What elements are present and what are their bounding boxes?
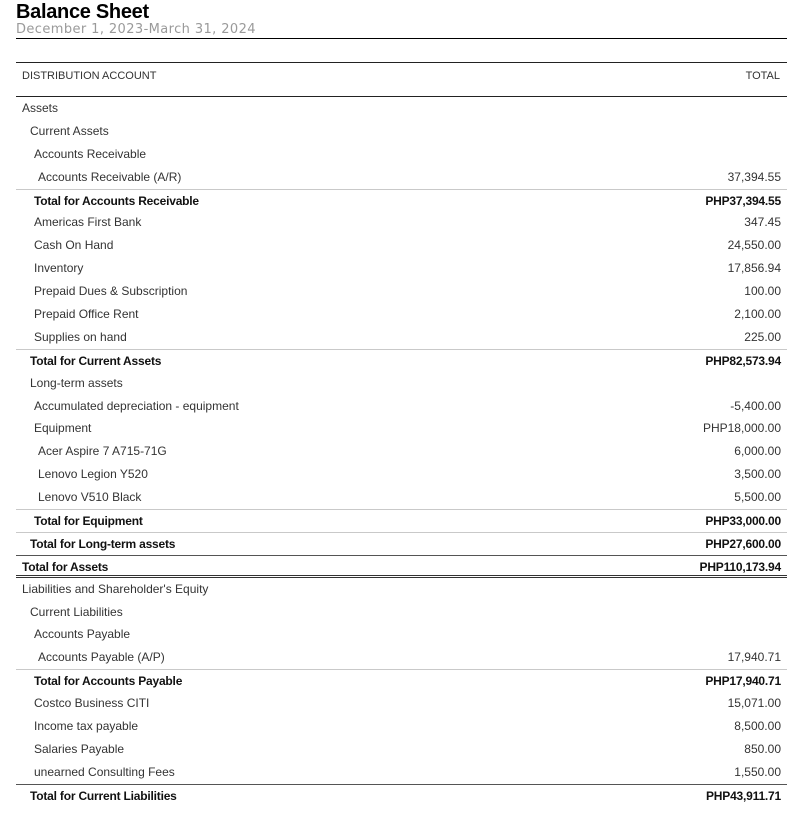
total-row [16,532,787,555]
account-row [16,761,787,784]
header-top-rule [16,62,787,63]
row-label: Prepaid Office Rent [34,307,139,322]
account-row [16,166,787,189]
row-label: Acer Aspire 7 A715-71G [38,444,167,459]
row-amount: 17,856.94 [727,261,781,276]
report-title: Balance Sheet [16,1,149,23]
account-row [16,395,787,418]
row-label: Equipment [34,421,92,436]
report-rows [16,97,787,807]
row-label: Total for Assets [22,559,109,574]
account-row [16,417,787,440]
row-amount: -5,400.00 [730,398,781,413]
column-header-total: TOTAL [745,70,780,82]
account-heading [16,623,787,646]
account-row [16,440,787,463]
row-label: unearned Consulting Fees [34,764,175,779]
row-amount: PHP27,600.00 [705,536,781,551]
account-heading [16,143,787,166]
row-label: Income tax payable [34,719,139,734]
row-amount: 8,500.00 [734,719,781,734]
account-row [16,738,787,761]
row-amount: PHP17,940.71 [705,674,781,689]
row-amount: 5,500.00 [734,490,781,505]
row-label: Assets [22,101,59,115]
row-label: Long-term assets [30,375,123,390]
section-heading [16,578,787,601]
row-amount: 225.00 [744,329,781,344]
row-amount: 2,100.00 [734,307,781,322]
account-row [16,715,787,738]
row-label: Accounts Receivable (A/R) [38,169,182,184]
account-row [16,326,787,349]
row-label: Accounts Payable [34,627,131,642]
total-row [16,189,787,212]
row-amount: PHP18,000.00 [702,421,781,436]
group-heading [16,372,787,395]
total-row [16,349,787,372]
report-period: December 1, 2023-March 31, 2024 [16,22,256,37]
row-amount: 3,500.00 [734,467,781,482]
row-label: Total for Equipment [34,514,143,529]
total-row [16,784,787,807]
row-amount: PHP110,173.94 [699,559,781,574]
row-amount: 15,071.00 [727,696,781,711]
row-label: Total for Current Assets [30,353,162,368]
row-amount: PHP33,000.00 [705,514,781,529]
row-label: Accounts Receivable [34,146,147,161]
account-row [16,257,787,280]
row-amount: 24,550.00 [727,238,781,253]
account-row [16,211,787,234]
row-label: Salaries Payable [34,741,125,756]
account-row [16,692,787,715]
account-row [16,303,787,326]
row-amount: PHP43,911.71 [706,788,781,803]
row-label: Accumulated depreciation - equipment [34,398,239,413]
row-label: Lenovo Legion Y520 [38,467,148,482]
row-label: Prepaid Dues & Subscription [34,284,188,299]
section-heading [16,97,787,120]
row-label: Cash On Hand [34,238,114,253]
column-header-account: DISTRIBUTION ACCOUNT [22,70,157,82]
row-amount: PHP37,394.55 [705,193,781,208]
group-heading [16,601,787,624]
row-amount: PHP82,573.94 [705,353,781,368]
row-amount: 347.45 [744,215,781,230]
row-label: Total for Accounts Payable [34,674,183,689]
row-amount: 17,940.71 [727,650,781,665]
row-label: Supplies on hand [34,329,127,344]
row-amount: 1,550.00 [734,764,781,779]
row-label: Total for Accounts Receivable [34,193,199,208]
title-divider [16,38,787,39]
row-label: Total for Long-term assets [30,536,176,551]
account-row [16,234,787,257]
account-row [16,463,787,486]
row-label: Current Assets [30,123,109,138]
row-label: Current Liabilities [30,604,123,619]
row-label: Inventory [34,261,84,276]
account-row [16,646,787,669]
row-amount: 100.00 [744,284,781,299]
account-row [16,486,787,509]
account-row [16,280,787,303]
total-row [16,509,787,532]
row-label: Costco Business CITI [34,696,150,711]
row-label: Lenovo V510 Black [38,490,142,505]
row-amount: 6,000.00 [734,444,781,459]
row-amount: 850.00 [744,741,781,756]
grand-total-row [16,555,787,578]
total-row [16,669,787,692]
row-label: Liabilities and Shareholder's Equity [22,581,209,596]
row-label: Americas First Bank [34,215,142,230]
row-amount: 37,394.55 [727,169,781,184]
row-label: Total for Current Liabilities [30,788,177,803]
row-label: Accounts Payable (A/P) [38,650,165,665]
group-heading [16,120,787,143]
